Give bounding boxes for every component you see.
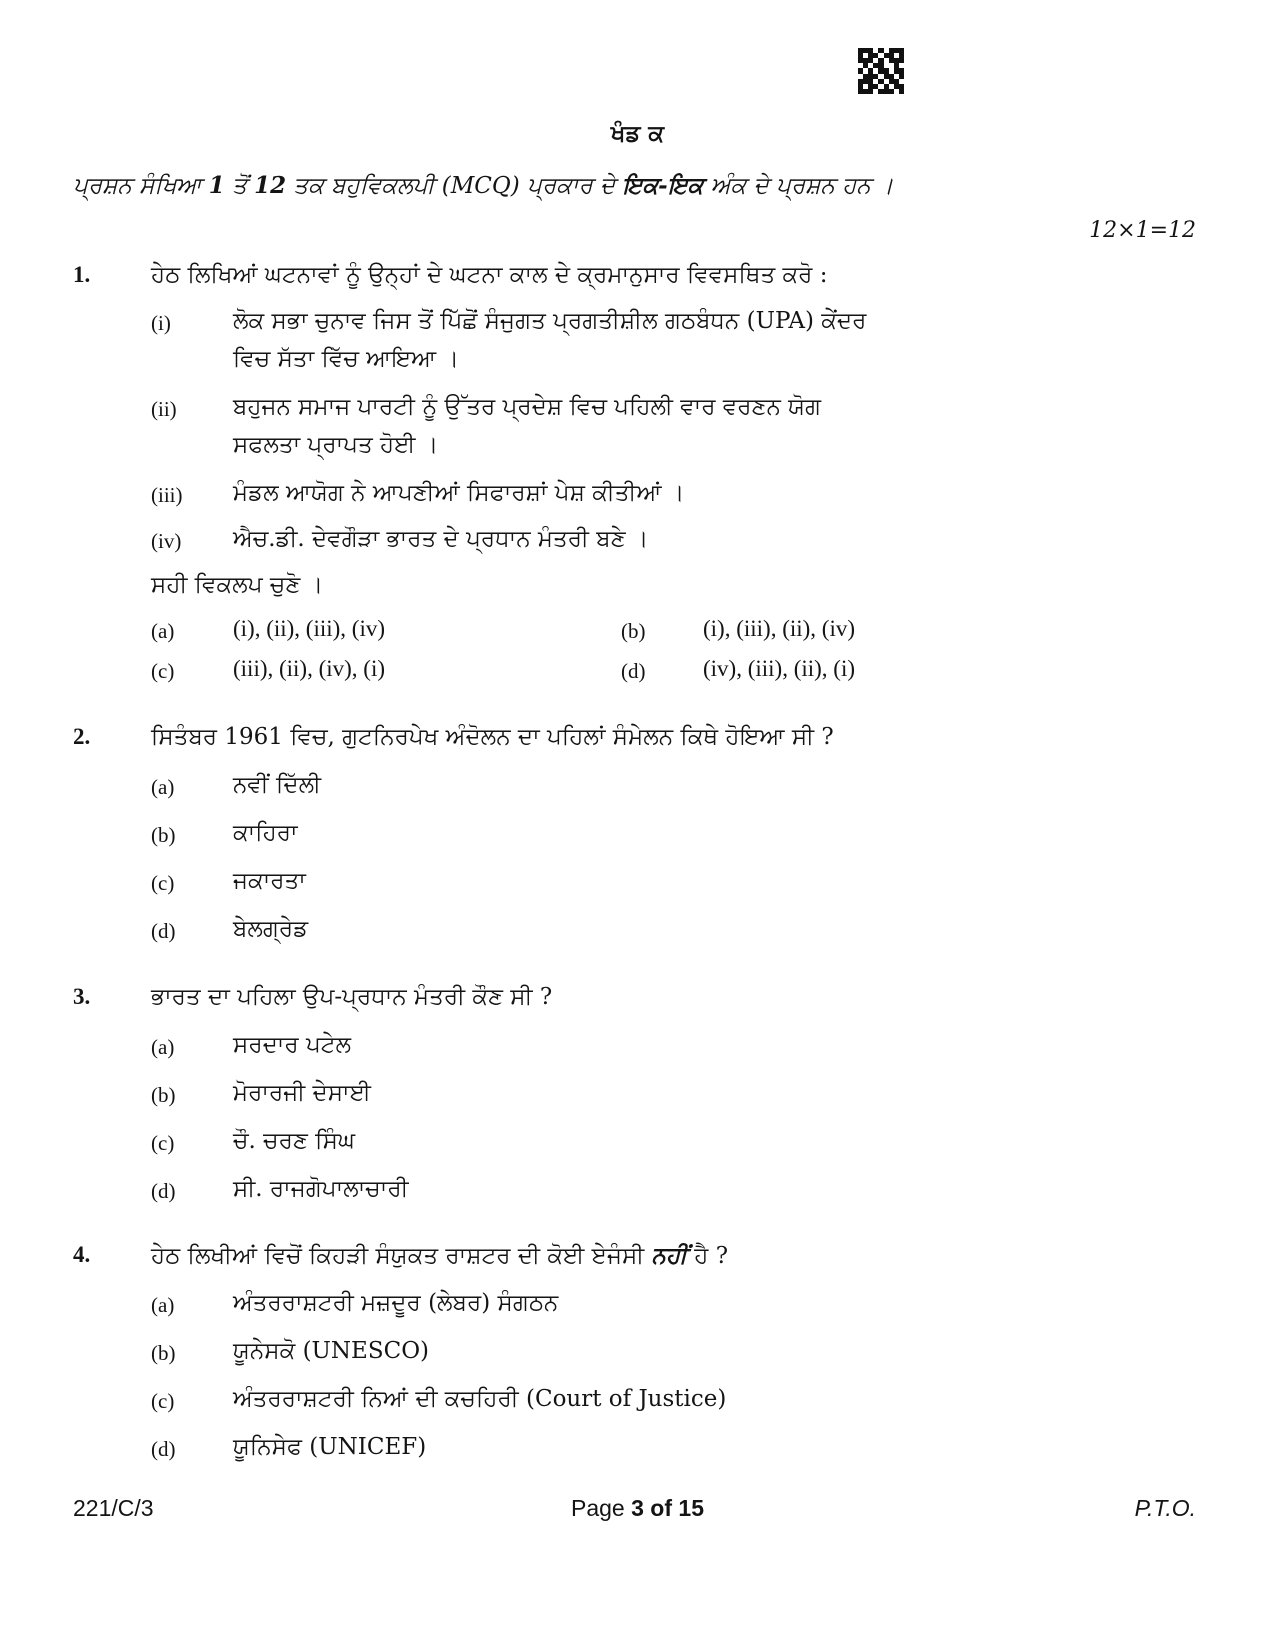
event-text: ਮੰਡਲ ਆਯੋਗ ਨੇ ਆਪਣੀਆਂ ਸਿਫਾਰਸ਼ਾਂ ਪੇਸ਼ ਕੀਤੀਆਂ । (233, 480, 685, 506)
question-prompt: ਸਹੀ ਵਿਕਲਪ ਚੁਣੋ । (151, 572, 324, 598)
option-text: ਜਕਾਰਤਾ (233, 868, 306, 894)
page-current: 3 (631, 1495, 644, 1521)
event-text-cont: ਵਿਚ ਸੱਤਾ ਵਿੱਚ ਆਇਆ । (233, 346, 460, 372)
question-text: ਹੇਠ ਲਿਖਿਆਂ ਘਟਨਾਵਾਂ ਨੂੰ ਉਨ੍ਹਾਂ ਦੇ ਘਟਨਾ ਕਾਲ ਦੇ ਕ੍ਰਮਾਨੁਸਾਰ ਵਿਵਸਥਿਤ ਕਰੋ : (151, 262, 828, 288)
event-text-cont: ਸਫਲਤਾ ਪ੍ਰਾਪਤ ਹੋਈ । (233, 432, 439, 458)
option-label: (a) (151, 1293, 175, 1317)
option-label: (c) (151, 1389, 175, 1413)
question-text-emphasis: ਨਹੀਂ (651, 1242, 687, 1269)
option-text: (i), (iii), (ii), (iv) (703, 616, 856, 641)
instruction-part2: ਤੋਂ (224, 173, 255, 199)
option-text: ਸੀ. ਰਾਜਗੋਪਾਲਾਚਾਰੀ (233, 1176, 409, 1202)
instruction-bold: ਇਕ-ਇਕ (622, 172, 704, 199)
question-text-part: ਹੇਠ ਲਿਖੀਆਂ ਵਿਚੋਂ ਕਿਹੜੀ ਸੰਯੁਕਤ ਰਾਸ਼ਟਰ ਦੀ ਕੋਈ ਏਜੰਸੀ (151, 1243, 652, 1269)
page-number (0, 1495, 1275, 1522)
question-text (151, 1242, 728, 1269)
option-text: ਨਵੀਂ ਦਿੱਲੀ (233, 772, 322, 798)
option-label: (b) (151, 1341, 176, 1365)
page-prefix: Page (571, 1495, 632, 1521)
event-text: ਐਚ.ਡੀ. ਦੇਵਗੌੜਾ ਭਾਰਤ ਦੇ ਪ੍ਰਧਾਨ ਮੰਤਰੀ ਬਣੇ । (233, 526, 649, 552)
option-label: (c) (151, 871, 175, 895)
instruction-num2: 12 (254, 172, 287, 199)
option-label: (b) (151, 823, 176, 847)
question-number: 1. (73, 262, 91, 287)
option-text: ਯੂਨੇਸਕੋ (UNESCO) (233, 1338, 430, 1364)
event-text: ਬਹੁਜਨ ਸਮਾਜ ਪਾਰਟੀ ਨੂੰ ਉੱਤਰ ਪ੍ਰਦੇਸ਼ ਵਿਚ ਪਹਿਲੀ ਵਾਰ ਵਰਣਨ ਯੋਗ (233, 394, 822, 420)
page-of: of (643, 1495, 679, 1521)
section-title: ਖੰਡ ਕ (610, 120, 665, 147)
option-label: (a) (151, 775, 175, 799)
instruction-part3: ਤਕ ਬਹੁਵਿਕਲਪੀ (MCQ) ਪ੍ਰਕਾਰ ਦੇ (286, 173, 623, 199)
option-text: ਅੰਤਰਰਾਸ਼ਟਰੀ ਮਜ਼ਦੂਰ (ਲੇਬਰ) ਸੰਗਠਨ (233, 1290, 559, 1316)
question-text: ਸਿਤੰਬਰ 1961 ਵਿਚ, ਗੁਟਨਿਰਪੇਖ ਅੰਦੋਲਨ ਦਾ ਪਹਿਲਾਂ ਸੰਮੇਲਨ ਕਿਥੇ ਹੋਇਆ ਸੀ ? (151, 724, 834, 750)
option-label: (d) (151, 1179, 176, 1203)
option-label: (c) (151, 1131, 175, 1155)
qr-code (858, 48, 904, 94)
option-label: (d) (151, 1437, 176, 1461)
marks-total: 12×1=12 (1089, 218, 1196, 243)
option-label: (a) (151, 1035, 175, 1059)
event-label: (i) (151, 311, 171, 335)
option-label: (a) (151, 619, 175, 643)
option-label: (b) (151, 1083, 176, 1107)
option-text: ਕਾਹਿਰਾ (233, 820, 298, 846)
option-text: (iii), (ii), (iv), (i) (233, 656, 386, 681)
option-text: (iv), (iii), (ii), (i) (703, 656, 856, 681)
question-number: 2. (73, 724, 91, 749)
event-label: (ii) (151, 397, 177, 421)
instruction-num1: 1 (208, 172, 225, 199)
option-label: (c) (151, 659, 175, 683)
option-label: (d) (621, 659, 646, 683)
option-text: ਯੂਨਿਸੇਫ (UNICEF) (233, 1434, 427, 1460)
instruction-part1: ਪ੍ਰਸ਼ਨ ਸੰਖਿਆ (73, 173, 209, 199)
page-total: 15 (678, 1495, 704, 1521)
option-text: ਬੇਲਗ੍ਰੇਡ (233, 916, 309, 942)
question-text-part: ਹੈ ? (686, 1243, 729, 1269)
event-label: (iii) (151, 483, 183, 507)
question-text: ਭਾਰਤ ਦਾ ਪਹਿਲਾ ਉਪ-ਪ੍ਰਧਾਨ ਮੰਤਰੀ ਕੌਣ ਸੀ ? (151, 984, 553, 1010)
question-number: 4. (73, 1242, 91, 1267)
event-label: (iv) (151, 529, 182, 553)
question-number: 3. (73, 984, 91, 1009)
option-text: ਅੰਤਰਰਾਸ਼ਟਰੀ ਨਿਆਂ ਦੀ ਕਚਹਿਰੀ (Court of Justice) (233, 1386, 727, 1412)
option-text: ਸਰਦਾਰ ਪਟੇਲ (233, 1032, 352, 1058)
event-text: ਲੋਕ ਸਭਾ ਚੁਨਾਵ ਜਿਸ ਤੋਂ ਪਿੱਛੋਂ ਸੰਜੁਗਤ ਪ੍ਰਗਤੀਸ਼ੀਲ ਗਠਬੰਧਨ (UPA) ਕੇਂਦਰ (233, 308, 867, 334)
option-text: (i), (ii), (iii), (iv) (233, 616, 386, 641)
option-label: (d) (151, 919, 176, 943)
option-text: ਚੌ. ਚਰਣ ਸਿੰਘ (233, 1128, 356, 1154)
instruction-part4: ਅੰਕ ਦੇ ਪ੍ਰਸ਼ਨ ਹਨ । (703, 173, 894, 199)
section-instruction (73, 172, 1193, 199)
paper-code: 221/C/3 (73, 1495, 154, 1521)
option-label: (b) (621, 619, 646, 643)
pto-label: P.T.O. (1134, 1495, 1196, 1521)
option-text: ਮੋਰਾਰਜੀ ਦੇਸਾਈ (233, 1080, 371, 1106)
